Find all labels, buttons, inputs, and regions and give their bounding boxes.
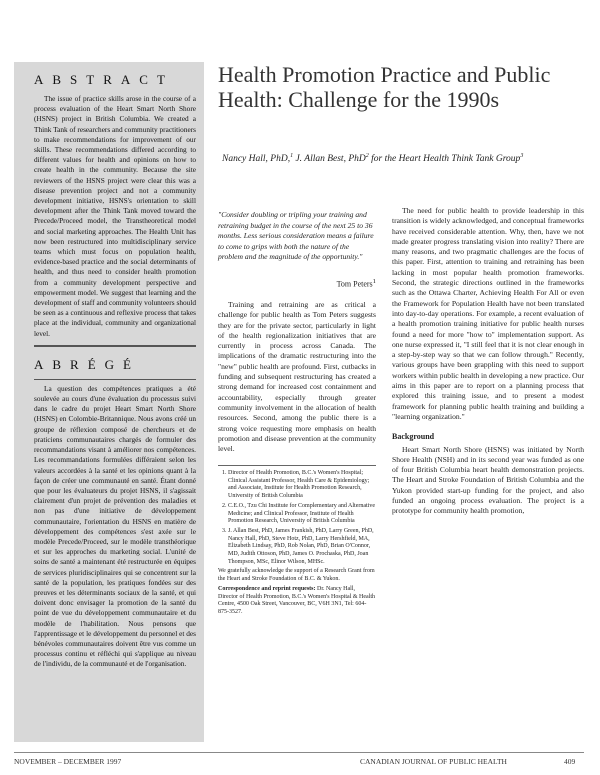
author-name: J. Allan Best, <box>295 154 346 165</box>
abrege-heading: ABRÉGÉ <box>34 356 140 372</box>
abstract-text: The issue of practice skills arose in the course of a process evaluation of the Heart Smart North Shore (HSNS) project in British Columbia. We created a Think Tank of researchers and community practitioners to make recommendations for improvement of our skills. These recommendations differed according to different values for health and opinions on how to create health in the community. Because the site reviewers of the HSNS project were clear this was a disease prevention project and not a community development initiative, HSNS's orientation to skill development after the Think Tank moved toward the Precede/Proceed model, the Transtheoretical model and social marketing approaches. The Health Unit has now been restructured into multidisciplinary service teams which must focus on population health, evidence-based practice and the social determinants of health, and thus need to consider health promotion from a community development perspective and empowerment model. We suggest that learning and the development of staff and community volunteers should be seen as a continuous and reflexive process that takes place at the individual, community and organizational level. <box>34 94 196 338</box>
page-number: 409 <box>564 757 576 766</box>
attribution-sup: 1 <box>372 278 376 285</box>
footnote-divider <box>218 465 376 466</box>
acknowledgement: We gratefully acknowledge the support of a Research Grant from the Heart and Stroke Foundation of B.C. & Yukon. <box>218 568 375 583</box>
footnotes <box>218 470 376 617</box>
epigraph-attribution <box>218 278 376 289</box>
correspondence-text: Dr. Nancy Hall, Director of Health Promotion, B.C.'s Women's Hospital & Health Centre, 4500 Oak Street, Vancouver, BC, V6H 3N1, Tel: 604-875-3527. <box>218 585 376 615</box>
divider <box>34 379 196 380</box>
divider <box>34 345 196 347</box>
footer-date: NOVEMBER – DECEMBER 1997 <box>14 757 122 766</box>
section-heading: Background <box>392 432 435 442</box>
author-line <box>222 153 592 164</box>
footnote-item: 2. C.E.O., Tzu Chi Institute for Complementary and Alternative Medicine; and Clinical Professor, Institute of Health Promotion Research, University of British Columbia <box>228 503 376 526</box>
abstract-heading: ABSTRACT <box>34 72 174 87</box>
body-paragraph: Training and retraining are as critical a challenge for public health as Tom Peters suggests they are for the private sector, particularly in light of the health regionalization initiatives that are currently in process across Canada. The implications of the dramatic restructuring into the "new" public health are profound. First, cutbacks in funding and subsequent restructuring has created a strong demand for increased cost containment and accountability, especially through greater community involvement in the allocation of health resources. Second, among the public there is a strong voice requesting more emphasis on health promotion and disease prevention at the community level. <box>218 300 376 454</box>
abstract-sidebar <box>14 62 204 742</box>
author-name: Nancy Hall, <box>222 154 268 165</box>
footnote-item: 3. J. Allan Best, PhD, James Frankish, PhD, Larry Green, PhD, Nancy Hall, PhD, Steve Hotz, PhD, Larry Hershfield, MA, Elizabeth Lindsay, PhD, Rob Nolan, PhD, Brian O'Connor, MD, Judith Ottoson, PhD, James O. Prochaska, PhD, Joan Thompson, MSc, Elinor Wilson, MHSc. <box>228 528 376 567</box>
body-paragraph: Heart Smart North Shore (HSNS) was initiated by North Shore Health (NSH) and in its second year was funded as one of four British Columbia heart health demonstration projects. The Heart and Stroke Foundation of British Columbia and the Yukon provided start-up funding for the project, and also funded an ongoing process evaluation. The project is a prototype for community health promotion, <box>392 444 584 516</box>
body-column-1 <box>218 300 376 454</box>
correspondence <box>218 586 376 617</box>
body-column-2 <box>392 206 584 517</box>
footer-journal: CANADIAN JOURNAL OF PUBLIC HEALTH <box>360 757 507 766</box>
attribution-name: Tom Peters <box>336 279 373 289</box>
author-group: for the Heart Health Think Tank Group <box>371 154 521 165</box>
footnote-item: 1. Director of Health Promotion, B.C.'s Women's Hospital; Clinical Assistant Professor, Health Care & Epidemiology; and Associate, Institute for Health Promotion Research, University of British Columbia <box>228 470 376 501</box>
author-sup: 3 <box>520 153 524 159</box>
author-degree: PhD <box>348 154 366 165</box>
correspondence-label: Correspondence and reprint requests: <box>218 585 316 592</box>
author-sup: 2 <box>365 153 369 159</box>
footer-divider <box>14 752 584 753</box>
epigraph-quote: "Consider doubling or tripling your training and retraining budget in the course of the next 25 to 36 months. Less serious consideration means a failure to come to grips with both the nature of the problem and the magnitude of the opportunity." <box>218 210 374 261</box>
author-degree: PhD, <box>270 154 291 165</box>
abrege-text: La question des compétences pratiques a été soulevée au cours d'une évaluation du processus suivi dans le cadre du projet Heart Smart North Shore (HSNS) en Colombie-Britannique. Nous avons créé un groupe de réflexion composé de chercheurs et de praticiens communautaires chargés de formuler des recommandations visant à améliorer nos compétences. Les recommandations formulées différaient selon les valeurs accordées à la santé et les opinions quant à la façon de créer une communauté en santé. Étant donné que pour les évaluateurs du projet HSNS, il s'agissait clairement d'un projet de prévention des maladies et non pas d'une initiative de développement communautaire, l'orientation du HSNS en matière de développement des compétences s'est axée sur le modèle Precede/Proceed, sur le modèle transthéorique et sur les approches du marketing social. L'unité de soins de santé a maintenant été restructurée en équipes de services pluridisciplinaires qui se concentrent sur la santé de la population, les pratiques fondées sur des preuves et les déterminants sociaux de la santé, et qui doivent donc envisager la promotion de la santé du point de vue du développement communautaire et du modèle de l'habilitation. Nous pensons que l'apprentissage et le développement du personnel et des bénévoles communautaires doivent être vus comme un processus continu et réfléchi qui s'applique au niveau de l'individu, de la communauté et de l'organisation. <box>34 383 196 669</box>
article-title: Health Promotion Practice and Public Health: Challenge for the 1990s <box>218 62 551 112</box>
author-sup: 1 <box>290 153 294 159</box>
body-paragraph: The need for public health to provide leadership in this transition is widely acknowledged, and conceptual frameworks have received considerable attention. Why, then, have we not made greater progress translating vision into reality? There are many reasons, and two pragmatic challenges are the focus of this paper. First, attention to training and retraining has been lacking in most popular health promotion frameworks. Second, the strategic directions outlined in the frameworks such as the Ottawa Charter, Achieving Health For All or even the Framework for Population Health have not been translated into day-to-day operations. For example, a recent evaluation of a health promotion training initiative for public health nurses found a need for more "how to" implementation support. As one nurse expressed it, "I still feel that it is not clear enough in a step-by-step way so that we can follow through." Recently, various groups have been grappling with this need to support workers within public health in developing a new practice. Our aims in this paper are to report on a planning process that explored this training issue, and to present a modest framework for planning public health training and building a "learning organization." <box>392 206 584 421</box>
